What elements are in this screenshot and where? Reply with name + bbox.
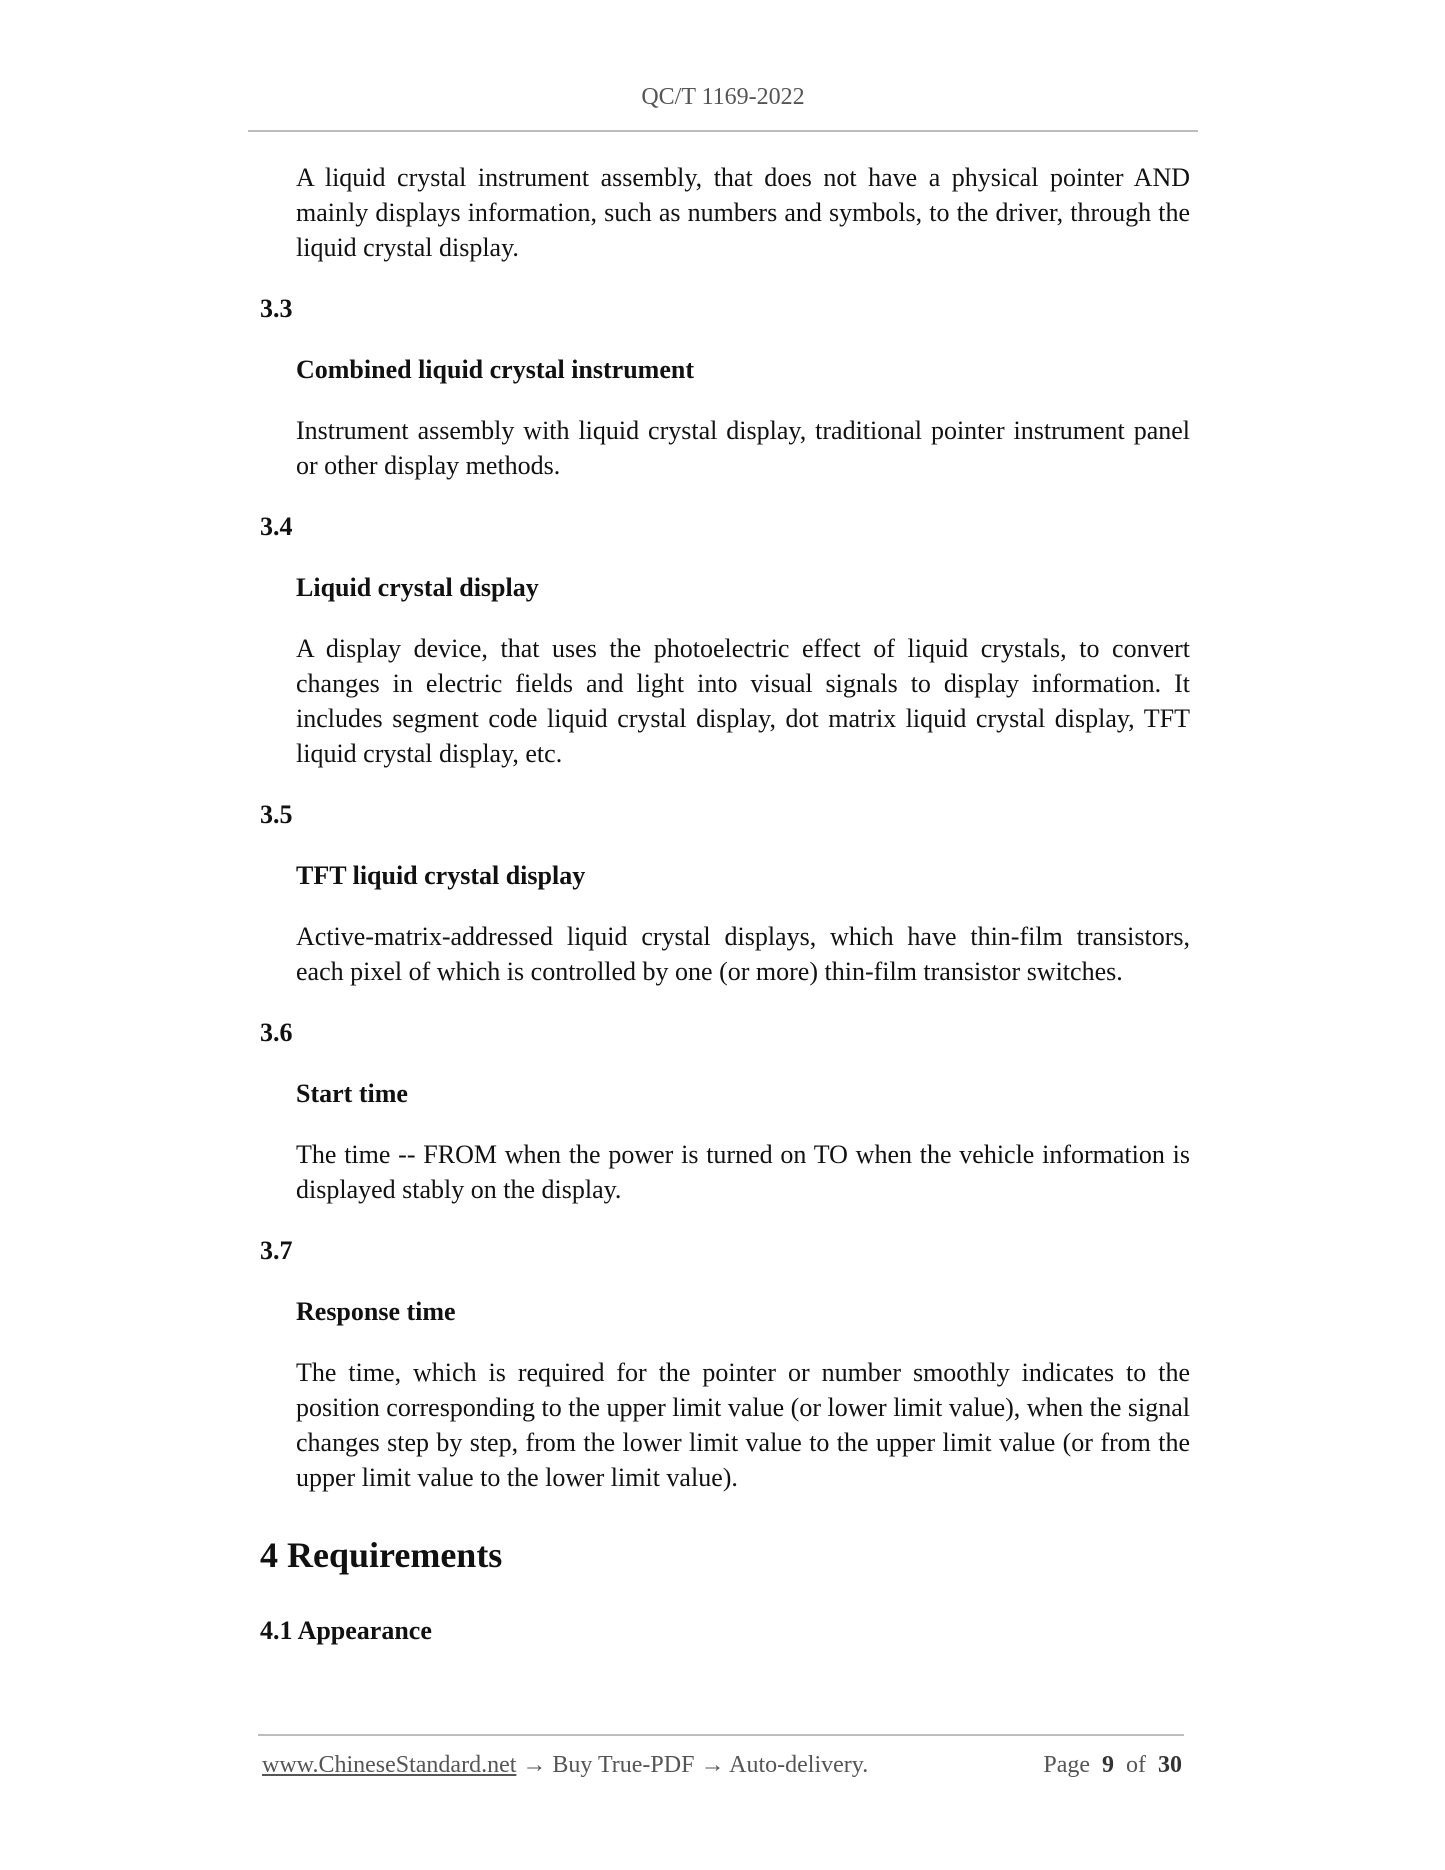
buy-true-pdf-text: Buy True-PDF bbox=[552, 1752, 695, 1778]
intro-paragraph: A liquid crystal instrument assembly, that does not have a physical pointer AND mainly displays information, such as numbers and symbols, to the driver, through the liquid crystal display. bbox=[296, 163, 1190, 262]
clause-number: 3.5 bbox=[260, 800, 293, 829]
clause-term: Start time bbox=[296, 1079, 408, 1108]
footer-divider bbox=[258, 1734, 1184, 1736]
clause-3-5 bbox=[260, 797, 1190, 989]
arrow-right-icon: → bbox=[700, 1752, 725, 1778]
page-header: QC/T 1169-2022 bbox=[641, 84, 805, 110]
clause-number: 3.7 bbox=[260, 1236, 293, 1265]
clause-3-3 bbox=[260, 291, 1190, 483]
clause-3-6 bbox=[260, 1015, 1190, 1207]
clause-term: Combined liquid crystal instrument bbox=[296, 355, 694, 384]
arrow-right-icon: → bbox=[522, 1752, 547, 1778]
clause-3-4 bbox=[260, 509, 1190, 771]
site-link[interactable]: www.ChineseStandard.net bbox=[262, 1752, 517, 1778]
clause-term: Liquid crystal display bbox=[296, 573, 539, 602]
header-divider bbox=[248, 130, 1198, 132]
clause-number: 3.4 bbox=[260, 512, 293, 541]
clause-number: 3.6 bbox=[260, 1018, 293, 1047]
clause-definition: The time -- FROM when the power is turned on TO when the vehicle information is displayed stably on the display. bbox=[296, 1140, 1190, 1204]
page-footer bbox=[262, 1752, 1182, 1779]
page-total: 30 bbox=[1158, 1752, 1182, 1778]
clause-definition: The time, which is required for the pointer or number smoothly indicates to the position corresponding to the upper limit value (or lower limit value), when the signal changes step by step, from the lower limit value to the upper limit value (or from the upper limit value to the lower limit value). bbox=[296, 1358, 1190, 1492]
section-heading: 4 Requirements bbox=[260, 1535, 503, 1575]
clause-3-7 bbox=[260, 1233, 1190, 1495]
auto-delivery-text: Auto-delivery. bbox=[729, 1752, 869, 1778]
subsection-heading: 4.1 Appearance bbox=[260, 1616, 432, 1645]
clause-definition: Instrument assembly with liquid crystal display, traditional pointer instrument panel or other display methods. bbox=[296, 416, 1190, 480]
page-current: 9 bbox=[1102, 1752, 1114, 1778]
clause-term: TFT liquid crystal display bbox=[296, 861, 586, 890]
page-content bbox=[260, 160, 1190, 1648]
footer-links bbox=[262, 1752, 868, 1778]
page-number bbox=[1043, 1752, 1182, 1779]
clause-term: Response time bbox=[296, 1297, 456, 1326]
clause-definition: A display device, that uses the photoelectric effect of liquid crystals, to convert changes in electric fields and light into visual signals to display information. It includes segment code liquid crystal display, dot matrix liquid crystal display, TFT liquid crystal display, etc. bbox=[296, 634, 1190, 768]
clause-definition: Active-matrix-addressed liquid crystal displays, which have thin-film transistors, each pixel of which is controlled by one (or more) thin-film transistor switches. bbox=[296, 922, 1190, 986]
page-label: Page bbox=[1043, 1752, 1090, 1778]
clause-number: 3.3 bbox=[260, 294, 293, 323]
page-of: of bbox=[1126, 1752, 1146, 1778]
